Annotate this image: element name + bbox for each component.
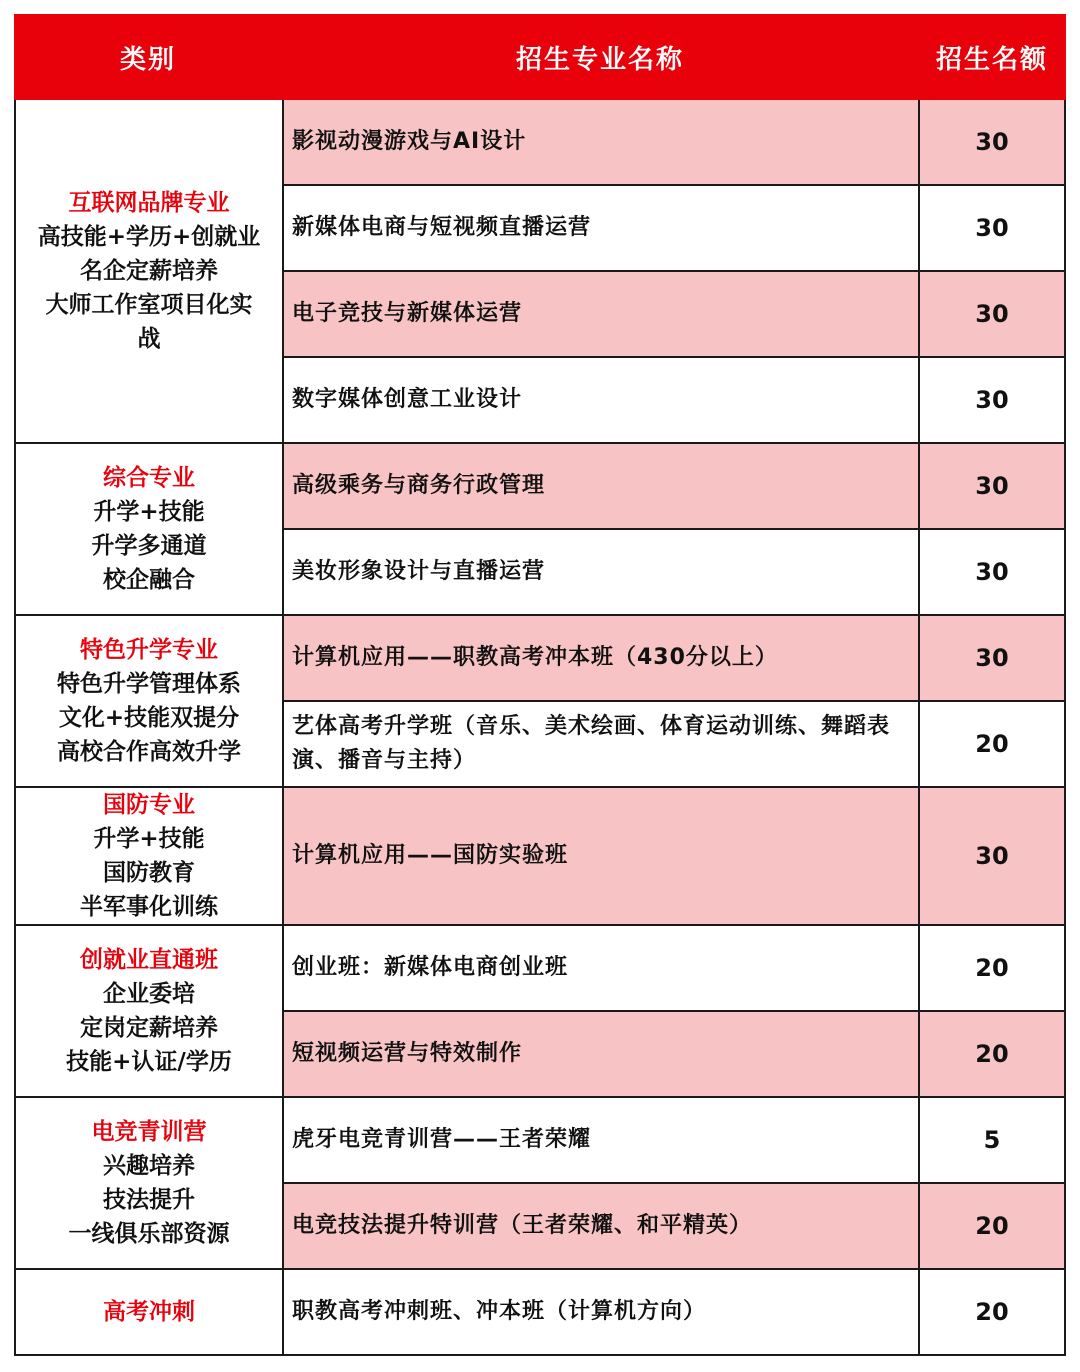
quota-cell: 30: [918, 616, 1066, 702]
major-name-cell: 艺体高考升学班（音乐、美术绘画、体育运动训练、舞蹈表演、播音与主持）: [282, 702, 918, 788]
category-line: 高技能+学历+创就业: [37, 224, 261, 250]
major-name-cell: 计算机应用——职教高考冲本班（430分以上）: [282, 616, 918, 702]
major-name-cell: 数字媒体创意工业设计: [282, 358, 918, 444]
category-title: 特色升学专业: [80, 637, 218, 663]
category-line: 国防教育: [103, 860, 195, 886]
category-title: 国防专业: [103, 792, 195, 818]
category-title: 创就业直通班: [80, 947, 218, 973]
category-line: 一线俱乐部资源: [68, 1221, 230, 1247]
major-name-cell: 影视动漫游戏与AI设计: [282, 100, 918, 186]
category-cell: [14, 788, 282, 926]
quota-cell: 20: [918, 1184, 1066, 1270]
quota-cell: 20: [918, 1270, 1066, 1356]
quota-cell: 30: [918, 186, 1066, 272]
category-line: 名企定薪培养: [80, 258, 218, 284]
quota-cell: 20: [918, 702, 1066, 788]
quota-cell: 30: [918, 444, 1066, 530]
major-name-cell: 虎牙电竞青训营——王者荣耀: [282, 1098, 918, 1184]
category-line: 升学+技能: [93, 826, 205, 852]
category-cell: [14, 1098, 282, 1270]
major-name-cell: 短视频运营与特效制作: [282, 1012, 918, 1098]
header-major: 招生专业名称: [282, 14, 918, 100]
quota-cell: 30: [918, 530, 1066, 616]
category-line: 升学+技能: [93, 499, 205, 525]
major-name-cell: 电子竞技与新媒体运营: [282, 272, 918, 358]
quota-cell: 30: [918, 272, 1066, 358]
category-line: 大师工作室项目化实: [45, 292, 253, 318]
category-cell: [14, 444, 282, 616]
category-line: 定岗定薪培养: [80, 1015, 218, 1041]
enrollment-table: [14, 14, 1066, 1358]
category-line: 校企融合: [103, 567, 195, 593]
major-name-cell: 创业班：新媒体电商创业班: [282, 926, 918, 1012]
category-line: 技法提升: [103, 1187, 195, 1213]
quota-cell: 30: [918, 358, 1066, 444]
quota-cell: 30: [918, 788, 1066, 926]
category-cell: [14, 616, 282, 788]
header-quota: 招生名额: [918, 14, 1066, 100]
category-line: 战: [137, 326, 161, 352]
category-title: 综合专业: [103, 465, 195, 491]
category-cell: [14, 100, 282, 444]
major-name-cell: 计算机应用——国防实验班: [282, 788, 918, 926]
category-line: 企业委培: [103, 981, 195, 1007]
quota-cell: 5: [918, 1098, 1066, 1184]
category-cell: [14, 1270, 282, 1356]
major-name-cell: 电竞技法提升特训营（王者荣耀、和平精英）: [282, 1184, 918, 1270]
major-name-cell: 新媒体电商与短视频直播运营: [282, 186, 918, 272]
category-line: 文化+技能双提分: [58, 705, 240, 731]
category-cell: [14, 926, 282, 1098]
category-line: 高校合作高效升学: [57, 739, 241, 765]
quota-cell: 20: [918, 1012, 1066, 1098]
category-title: 互联网品牌专业: [68, 190, 230, 216]
major-name-cell: 职教高考冲刺班、冲本班（计算机方向）: [282, 1270, 918, 1356]
header-category: 类别: [14, 14, 282, 100]
category-title: 电竞青训营: [91, 1119, 207, 1145]
major-name-cell: 美妆形象设计与直播运营: [282, 530, 918, 616]
quota-cell: 20: [918, 926, 1066, 1012]
major-name-cell: 高级乘务与商务行政管理: [282, 444, 918, 530]
category-line: 技能+认证/学历: [66, 1049, 232, 1075]
category-title: 高考冲刺: [103, 1299, 195, 1325]
quota-cell: 30: [918, 100, 1066, 186]
category-line: 特色升学管理体系: [57, 671, 241, 697]
category-line: 升学多通道: [91, 533, 207, 559]
category-line: 兴趣培养: [103, 1153, 195, 1179]
category-line: 半军事化训练: [80, 894, 218, 920]
